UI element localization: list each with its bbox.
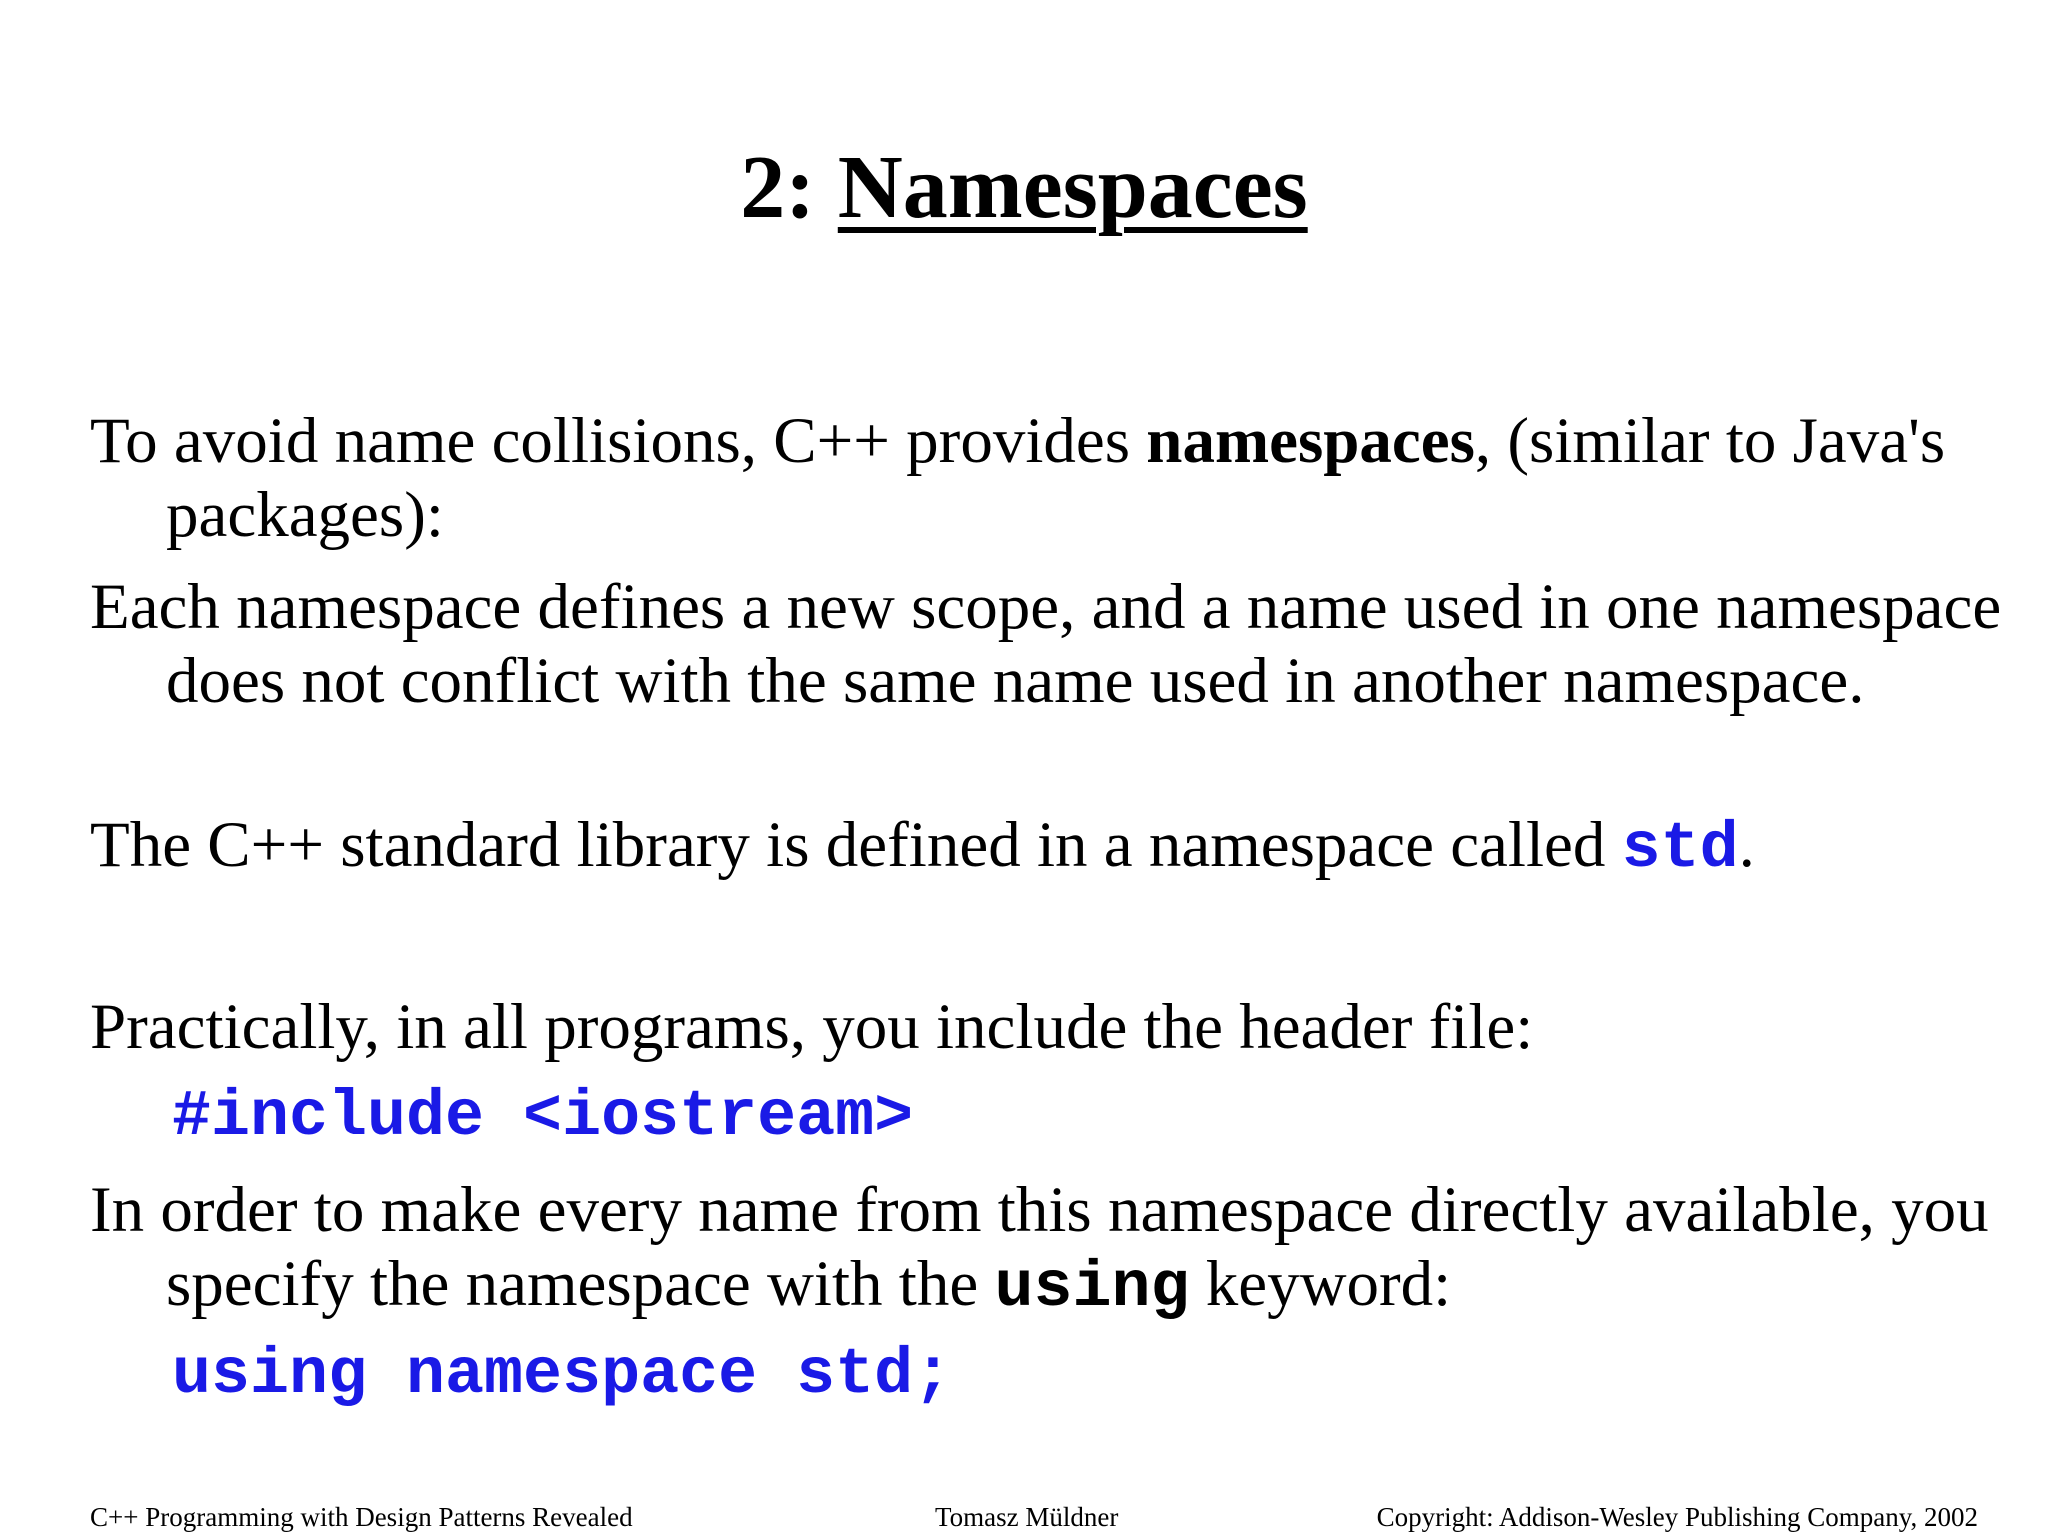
paragraph-scope: Each namespace defines a new scope, and a name used in one namespace does not conflict with the same name used in another namespace. (90, 571, 2002, 717)
std-code: std (1621, 812, 1739, 886)
code-include-iostream: #include <iostream> (172, 1080, 914, 1154)
footer-copyright: Copyright: Addison-Wesley Publishing Company, 2002 (1376, 1502, 1978, 1532)
namespaces-term: namespaces (1146, 405, 1475, 477)
title-text: Namespaces (837, 138, 1308, 237)
paragraph-std-library: The C++ standard library is defined in a namespace called std. (90, 809, 1755, 886)
using-code: using (994, 1251, 1190, 1325)
paragraph-using-keyword: In order to make every name from this namespace directly available, you specify the namespace with the using keyword: (90, 1174, 1989, 1325)
slide-title (0, 138, 2048, 238)
footer-author: Tomasz Müldner (935, 1502, 1119, 1532)
paragraph-namespaces-intro: To avoid name collisions, C++ provides namespaces, (similar to Java's packages): (90, 405, 1946, 551)
footer-book-title: C++ Programming with Design Patterns Revealed (90, 1502, 633, 1532)
code-using-namespace-std: using namespace std; (172, 1338, 953, 1412)
paragraph-header-file: Practically, in all programs, you include the header file: (90, 991, 1534, 1063)
title-number: 2: (740, 138, 838, 237)
